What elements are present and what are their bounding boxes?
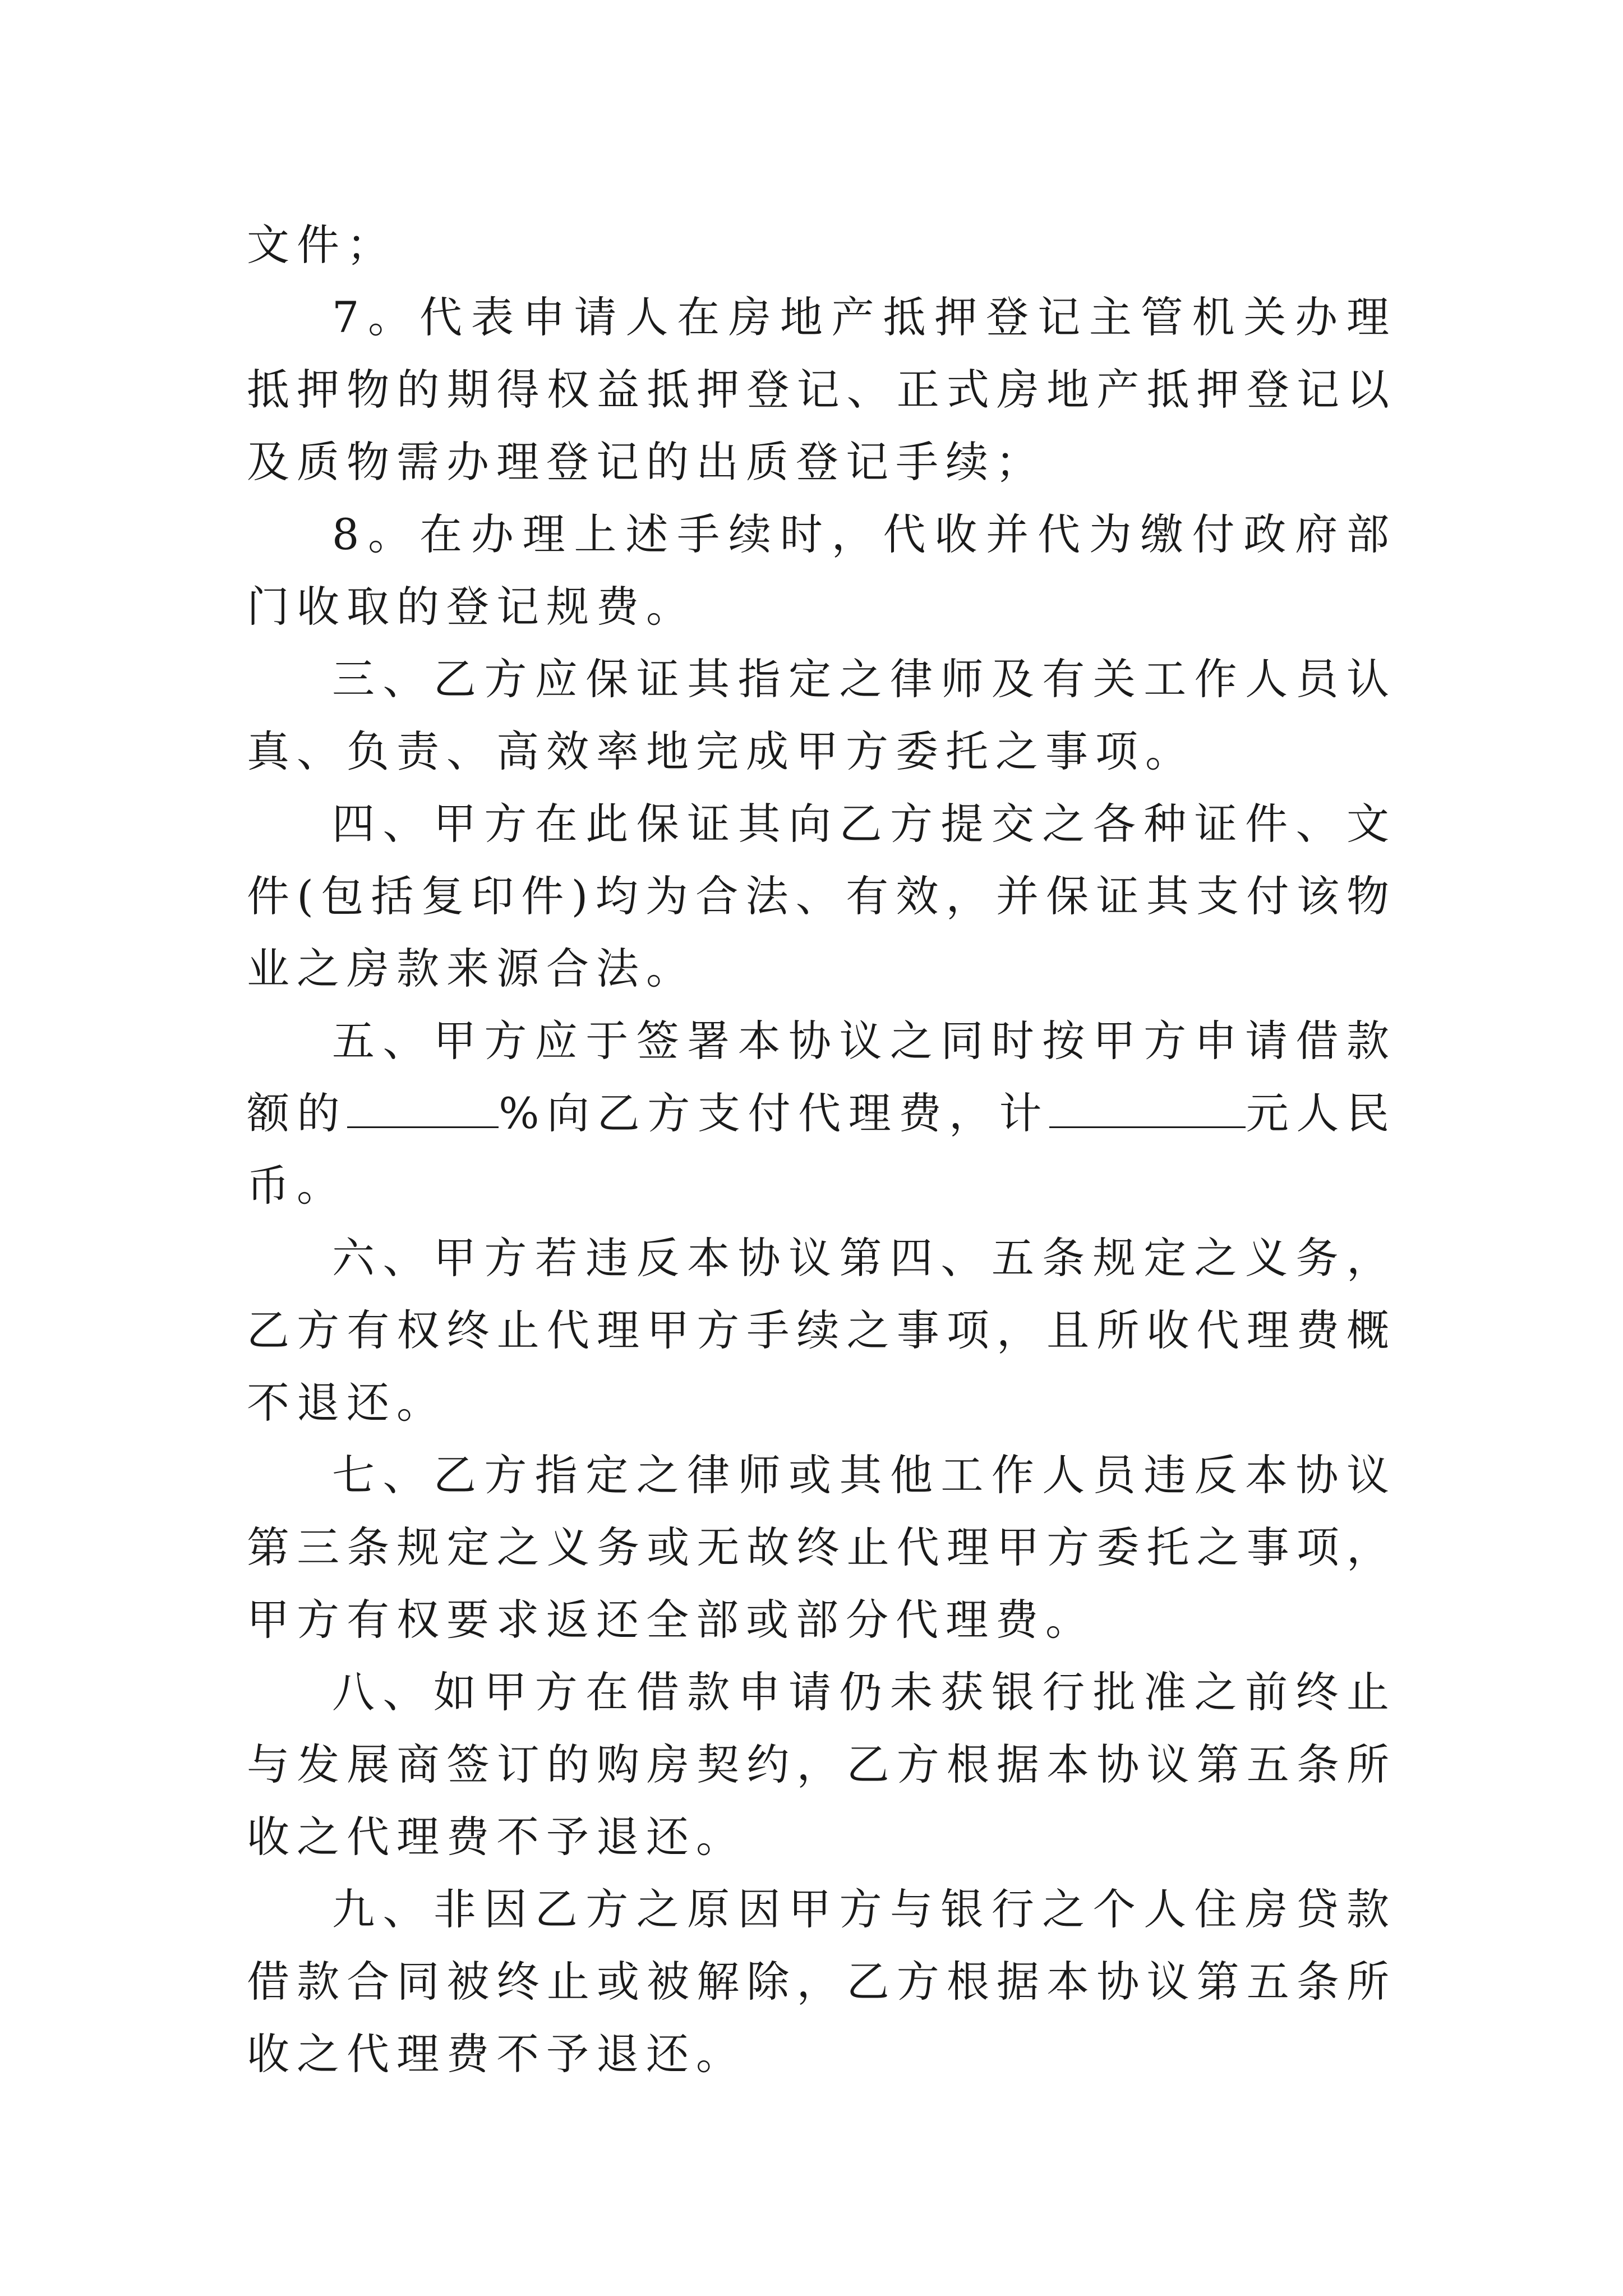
clause-4: 四、甲方在此保证其向乙方提交之各种证件、文件(包括复印件)均为合法、有效，并保证其支付该物业之房款来源合法。 (247, 799, 1396, 993)
clause-6: 六、甲方若违反本协议第四、五条规定之义务，乙方有权终止代理甲方手续之事项，且所收代理费概不退还。 (247, 1233, 1396, 1428)
clause-5-text-start: 五、甲方应于签署本协议之同时按甲方申请借款额的 (247, 1016, 1396, 1138)
document-body (247, 209, 1396, 2090)
clause-7: 七、乙方指定之律师或其他工作人员违反本协议第三条规定之义务或无故终止代理甲方委托之事项，甲方有权要求返还全部或部分代理费。 (247, 1450, 1396, 1645)
paragraph-item-7: 7。代表申请人在房地产抵押登记主管机关办理抵押物的期得权益抵押登记、正式房地产抵押登记以及质物需办理登记的出质登记手续； (247, 292, 1396, 487)
clause-5-text-end: 元人民币。 (247, 1088, 1397, 1211)
fee-percent-blank (347, 1089, 499, 1128)
fee-amount-blank (1049, 1089, 1246, 1128)
clause-3: 三、乙方应保证其指定之律师及有关工作人员认真、负责、高效率地完成甲方委托之事项。 (247, 654, 1396, 776)
clause-5-text-middle: %向乙方支付代理费，计 (499, 1088, 1050, 1138)
paragraph-item-8: 8。在办理上述手续时，代收并代为缴付政府部门收取的登记规费。 (247, 509, 1396, 632)
clause-8: 八、如甲方在借款申请仍未获银行批准之前终止与发展商签订的购房契约，乙方根据本协议第五条所收之代理费不予退还。 (247, 1667, 1396, 1862)
clause-9: 九、非因乙方之原因甲方与银行之个人住房贷款借款合同被终止或被解除，乙方根据本协议第五条所收之代理费不予退还。 (247, 1884, 1396, 2079)
clause-5 (247, 1005, 1396, 1222)
paragraph-continuation: 文件； (247, 220, 396, 270)
